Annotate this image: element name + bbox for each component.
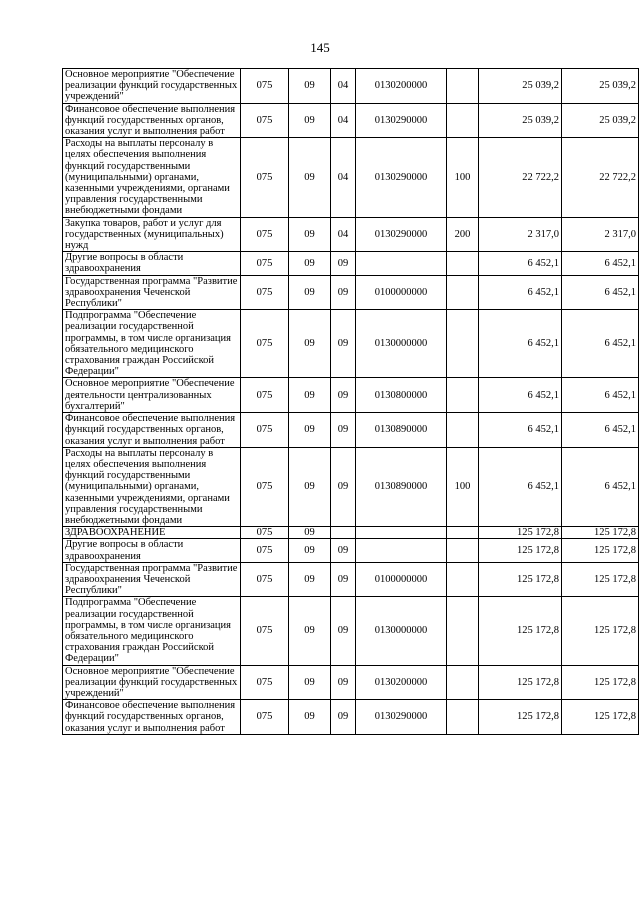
row-name-cell: Основное мероприятие "Обеспечение реализации функций государственных учреждений"	[63, 69, 241, 104]
section-code-cell: 09	[289, 310, 331, 378]
target-article-cell: 0130800000	[356, 378, 447, 413]
amount-year1-cell: 125 172,8	[479, 700, 562, 735]
expense-type-cell	[447, 562, 479, 597]
amount-year2-cell: 125 172,8	[562, 539, 639, 562]
section-code-cell: 09	[289, 413, 331, 448]
table-row	[63, 700, 639, 735]
ministry-code-cell: 075	[241, 378, 289, 413]
table-row	[63, 252, 639, 275]
subsection-code-cell: 09	[331, 539, 356, 562]
section-code-cell: 09	[289, 597, 331, 665]
table-row	[63, 527, 639, 539]
amount-year2-cell: 6 452,1	[562, 378, 639, 413]
section-code-cell: 09	[289, 138, 331, 217]
expense-type-cell	[447, 700, 479, 735]
target-article-cell	[356, 539, 447, 562]
subsection-code-cell: 09	[331, 665, 356, 700]
ministry-code-cell: 075	[241, 138, 289, 217]
row-name-cell: Основное мероприятие "Обеспечение деятельности централизованных бухгалтерий"	[63, 378, 241, 413]
ministry-code-cell: 075	[241, 447, 289, 526]
section-code-cell: 09	[289, 275, 331, 310]
amount-year2-cell: 6 452,1	[562, 310, 639, 378]
table-row	[63, 413, 639, 448]
expense-type-cell	[447, 597, 479, 665]
ministry-code-cell: 075	[241, 103, 289, 138]
expense-type-cell	[447, 103, 479, 138]
table-row	[63, 103, 639, 138]
subsection-code-cell: 04	[331, 69, 356, 104]
row-name-cell: Подпрограмма "Обеспечение реализации государственной программы, в том числе организация обязательного медицинского страхования граждан Российской Федерации"	[63, 310, 241, 378]
expense-type-cell	[447, 378, 479, 413]
row-name-cell: Основное мероприятие "Обеспечение реализации функций государственных учреждений"	[63, 665, 241, 700]
amount-year1-cell: 25 039,2	[479, 103, 562, 138]
ministry-code-cell: 075	[241, 527, 289, 539]
subsection-code-cell: 09	[331, 562, 356, 597]
amount-year2-cell: 6 452,1	[562, 275, 639, 310]
subsection-code-cell: 04	[331, 103, 356, 138]
table-row	[63, 665, 639, 700]
section-code-cell: 09	[289, 217, 331, 252]
budget-table	[62, 68, 639, 735]
amount-year2-cell: 25 039,2	[562, 103, 639, 138]
section-code-cell: 09	[289, 562, 331, 597]
subsection-code-cell: 09	[331, 378, 356, 413]
expense-type-cell	[447, 310, 479, 378]
amount-year2-cell: 125 172,8	[562, 597, 639, 665]
section-code-cell: 09	[289, 69, 331, 104]
ministry-code-cell: 075	[241, 597, 289, 665]
table-row	[63, 138, 639, 217]
target-article-cell: 0130200000	[356, 665, 447, 700]
amount-year1-cell: 125 172,8	[479, 539, 562, 562]
amount-year1-cell: 125 172,8	[479, 562, 562, 597]
ministry-code-cell: 075	[241, 69, 289, 104]
target-article-cell: 0130890000	[356, 447, 447, 526]
subsection-code-cell: 09	[331, 310, 356, 378]
row-name-cell: Государственная программа "Развитие здравоохранения Чеченской Республики"	[63, 275, 241, 310]
amount-year1-cell: 6 452,1	[479, 378, 562, 413]
ministry-code-cell: 075	[241, 700, 289, 735]
table-row	[63, 310, 639, 378]
row-name-cell: Другие вопросы в области здравоохранения	[63, 539, 241, 562]
amount-year1-cell: 125 172,8	[479, 665, 562, 700]
amount-year1-cell: 6 452,1	[479, 310, 562, 378]
subsection-code-cell: 04	[331, 217, 356, 252]
subsection-code-cell: 09	[331, 700, 356, 735]
expense-type-cell	[447, 665, 479, 700]
amount-year2-cell: 6 452,1	[562, 413, 639, 448]
table-row	[63, 275, 639, 310]
section-code-cell: 09	[289, 378, 331, 413]
target-article-cell: 0130000000	[356, 597, 447, 665]
section-code-cell: 09	[289, 103, 331, 138]
target-article-cell: 0130200000	[356, 69, 447, 104]
row-name-cell: Финансовое обеспечение выполнения функций государственных органов, оказания услуг и выполнения работ	[63, 700, 241, 735]
table-row	[63, 539, 639, 562]
table-row	[63, 597, 639, 665]
ministry-code-cell: 075	[241, 665, 289, 700]
target-article-cell: 0130000000	[356, 310, 447, 378]
expense-type-cell	[447, 275, 479, 310]
expense-type-cell: 100	[447, 447, 479, 526]
subsection-code-cell: 09	[331, 275, 356, 310]
ministry-code-cell: 075	[241, 217, 289, 252]
ministry-code-cell: 075	[241, 275, 289, 310]
amount-year2-cell: 6 452,1	[562, 252, 639, 275]
table-row	[63, 378, 639, 413]
subsection-code-cell	[331, 527, 356, 539]
ministry-code-cell: 075	[241, 539, 289, 562]
amount-year2-cell: 25 039,2	[562, 69, 639, 104]
amount-year1-cell: 125 172,8	[479, 597, 562, 665]
row-name-cell: Государственная программа "Развитие здравоохранения Чеченской Республики"	[63, 562, 241, 597]
section-code-cell: 09	[289, 447, 331, 526]
target-article-cell	[356, 252, 447, 275]
table-row	[63, 69, 639, 104]
section-code-cell: 09	[289, 539, 331, 562]
amount-year1-cell: 6 452,1	[479, 447, 562, 526]
expense-type-cell	[447, 527, 479, 539]
subsection-code-cell: 09	[331, 252, 356, 275]
amount-year2-cell: 22 722,2	[562, 138, 639, 217]
target-article-cell: 0130290000	[356, 138, 447, 217]
expense-type-cell	[447, 413, 479, 448]
target-article-cell: 0130290000	[356, 103, 447, 138]
expense-type-cell: 200	[447, 217, 479, 252]
subsection-code-cell: 04	[331, 138, 356, 217]
amount-year1-cell: 6 452,1	[479, 413, 562, 448]
target-article-cell: 0100000000	[356, 275, 447, 310]
budget-table-body	[63, 69, 639, 735]
amount-year2-cell: 2 317,0	[562, 217, 639, 252]
row-name-cell: Расходы на выплаты персоналу в целях обеспечения выполнения функций государственными (муниципальными) органами, казенными учреждениями, органами управления государственными внебюджетными фондами	[63, 138, 241, 217]
row-name-cell: Финансовое обеспечение выполнения функций государственных органов, оказания услуг и выполнения работ	[63, 413, 241, 448]
section-code-cell: 09	[289, 252, 331, 275]
ministry-code-cell: 075	[241, 310, 289, 378]
ministry-code-cell: 075	[241, 413, 289, 448]
amount-year2-cell: 6 452,1	[562, 447, 639, 526]
expense-type-cell	[447, 69, 479, 104]
row-name-cell: Закупка товаров, работ и услуг для государственных (муниципальных) нужд	[63, 217, 241, 252]
ministry-code-cell: 075	[241, 562, 289, 597]
section-code-cell: 09	[289, 700, 331, 735]
section-code-cell: 09	[289, 665, 331, 700]
amount-year1-cell: 22 722,2	[479, 138, 562, 217]
amount-year2-cell: 125 172,8	[562, 527, 639, 539]
amount-year2-cell: 125 172,8	[562, 665, 639, 700]
amount-year1-cell: 6 452,1	[479, 275, 562, 310]
amount-year1-cell: 6 452,1	[479, 252, 562, 275]
amount-year1-cell: 2 317,0	[479, 217, 562, 252]
row-name-cell: Подпрограмма "Обеспечение реализации государственной программы, в том числе организация обязательного медицинского страхования граждан Российской Федерации"	[63, 597, 241, 665]
amount-year2-cell: 125 172,8	[562, 562, 639, 597]
row-name-cell: Расходы на выплаты персоналу в целях обеспечения выполнения функций государственными (муниципальными) органами, казенными учреждениями, органами управления государственными внебюджетными фондами	[63, 447, 241, 526]
expense-type-cell	[447, 539, 479, 562]
row-name-cell: ЗДРАВООХРАНЕНИЕ	[63, 527, 241, 539]
table-row	[63, 447, 639, 526]
target-article-cell	[356, 527, 447, 539]
ministry-code-cell: 075	[241, 252, 289, 275]
row-name-cell: Другие вопросы в области здравоохранения	[63, 252, 241, 275]
subsection-code-cell: 09	[331, 597, 356, 665]
section-code-cell: 09	[289, 527, 331, 539]
amount-year2-cell: 125 172,8	[562, 700, 639, 735]
subsection-code-cell: 09	[331, 447, 356, 526]
target-article-cell: 0130290000	[356, 217, 447, 252]
amount-year1-cell: 125 172,8	[479, 527, 562, 539]
row-name-cell: Финансовое обеспечение выполнения функций государственных органов, оказания услуг и выполнения работ	[63, 103, 241, 138]
expense-type-cell	[447, 252, 479, 275]
target-article-cell: 0130290000	[356, 700, 447, 735]
target-article-cell: 0100000000	[356, 562, 447, 597]
target-article-cell: 0130890000	[356, 413, 447, 448]
subsection-code-cell: 09	[331, 413, 356, 448]
table-row	[63, 217, 639, 252]
page-number: 145	[310, 40, 330, 55]
expense-type-cell: 100	[447, 138, 479, 217]
amount-year1-cell: 25 039,2	[479, 69, 562, 104]
table-row	[63, 562, 639, 597]
